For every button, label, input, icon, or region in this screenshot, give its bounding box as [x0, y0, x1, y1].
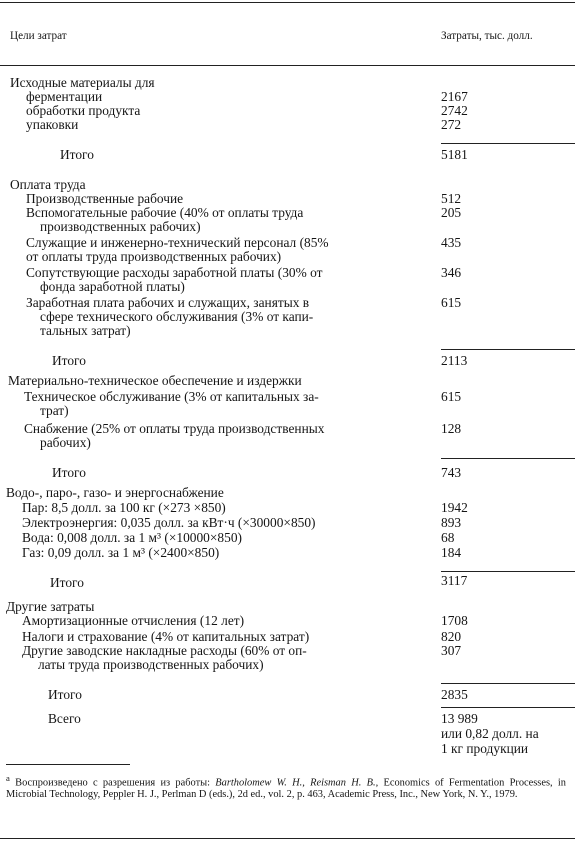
row-label: Исходные материалы для — [10, 75, 155, 90]
row-label: Материально-техническое обеспечение и издержки — [8, 373, 302, 388]
subtotal-label: Итого — [60, 147, 94, 162]
total-note: 1 кг продукции — [441, 741, 529, 756]
footnote-rule — [6, 764, 130, 765]
subtotal-value: 743 — [441, 465, 462, 480]
row-label: Снабжение (25% от оплаты труда производственных — [24, 421, 325, 436]
page-bottom-rule — [0, 838, 575, 839]
row-label: рабочих) — [40, 435, 91, 450]
row-label: Другие затраты — [6, 599, 95, 614]
row-label: Амортизационные отчисления (12 лет) — [22, 613, 245, 628]
total-label: Всего — [48, 711, 81, 726]
subtotal-label: Итого — [48, 687, 82, 702]
row-label: Газ: 0,09 долл. за 1 м³ (×2400×850) — [22, 545, 220, 560]
cost-value: 307 — [441, 643, 462, 658]
row-label: упаковки — [26, 117, 79, 132]
cost-value: 2742 — [441, 103, 468, 118]
total-note: или 0,82 долл. на — [441, 726, 539, 741]
subtotal-rule — [441, 571, 575, 572]
row-label: Вспомогательные рабочие (40% от оплаты труда — [26, 205, 304, 220]
subtotal-value: 5181 — [441, 147, 468, 162]
cost-value: 1942 — [441, 500, 468, 515]
cost-value: 615 — [441, 295, 462, 310]
row-label: Служащие и инженерно-технический персонал (85% — [26, 235, 329, 250]
subtotal-value: 2835 — [441, 687, 468, 702]
footnote-authors: Bartholomew W. H., Reisman H. B., — [215, 777, 379, 789]
row-label: тальных затрат) — [40, 323, 131, 338]
subtotal-label: Итого — [50, 575, 84, 590]
subtotal-rule — [441, 143, 575, 144]
row-label: Другие заводские накладные расходы (60% от оп- — [22, 643, 307, 658]
footnote-prefix: Воспроизведено с разрешения из работы: — [15, 777, 210, 789]
total-value: 13 989 — [441, 711, 478, 726]
cost-value: 615 — [441, 389, 462, 404]
header-cost-amount: Затраты, тыс. долл. — [441, 30, 533, 42]
row-label: сфере технического обслуживания (3% от капи- — [40, 309, 314, 324]
row-label: Пар: 8,5 долл. за 100 кг (×273 ×850) — [22, 500, 226, 515]
row-label: латы труда производственных рабочих) — [38, 657, 264, 672]
row-label: обработки продукта — [26, 103, 141, 118]
cost-value: 272 — [441, 117, 462, 132]
subtotal-label: Итого — [52, 353, 86, 368]
row-label: Производственные рабочие — [26, 191, 184, 206]
cost-value: 2167 — [441, 89, 468, 104]
subtotal-label: Итого — [52, 465, 86, 480]
row-label: Заработная плата рабочих и служащих, занятых в — [26, 295, 310, 310]
cost-value: 893 — [441, 515, 462, 530]
table-top-rule — [0, 2, 575, 3]
row-label: трат) — [40, 403, 69, 418]
cost-value: 1708 — [441, 613, 468, 628]
row-label: Вода: 0,008 долл. за 1 м³ (×10000×850) — [22, 530, 242, 545]
cost-value: 68 — [441, 530, 455, 545]
footnote-mark: а — [6, 773, 10, 783]
cost-value: 435 — [441, 235, 462, 250]
cost-value: 820 — [441, 629, 462, 644]
row-label: от оплаты труда производственных рабочих) — [26, 249, 282, 264]
footnote-rest: Economics of Fermentation Processes, in Microbial Technology, Peppler H. J., Perlman D (eds.), 2d ed., vol. 2, p. 463, Academic Press, Inc., New York, N. Y., 1979. — [6, 777, 566, 801]
cost-value: 346 — [441, 265, 462, 280]
row-label: Налоги и страхование (4% от капитальных затрат) — [22, 629, 310, 644]
subtotal-rule — [441, 707, 575, 708]
row-label: Электроэнергия: 0,035 долл. за кВт·ч (×30000×850) — [22, 515, 316, 530]
row-label: ферментации — [26, 89, 103, 104]
cost-value: 205 — [441, 205, 462, 220]
row-label: Оплата труда — [10, 177, 86, 192]
subtotal-rule — [441, 458, 575, 459]
row-label: Сопутствующие расходы заработной платы (30% от — [26, 265, 323, 280]
header-bottom-rule — [0, 65, 575, 66]
row-label: Техническое обслуживание (3% от капитальных за- — [24, 389, 319, 404]
header-cost-purpose: Цели затрат — [10, 30, 67, 42]
cost-value: 184 — [441, 545, 462, 560]
row-label: фонда заработной платы) — [40, 279, 185, 294]
footnote — [6, 772, 566, 801]
cost-value: 128 — [441, 421, 462, 436]
row-label: производственных рабочих) — [40, 219, 201, 234]
subtotal-rule — [441, 683, 575, 684]
subtotal-value: 2113 — [441, 353, 468, 368]
subtotal-rule — [441, 349, 575, 350]
subtotal-value: 3117 — [441, 573, 468, 588]
cost-value: 512 — [441, 191, 462, 206]
row-label: Водо-, паро-, газо- и энергоснабжение — [6, 485, 224, 500]
